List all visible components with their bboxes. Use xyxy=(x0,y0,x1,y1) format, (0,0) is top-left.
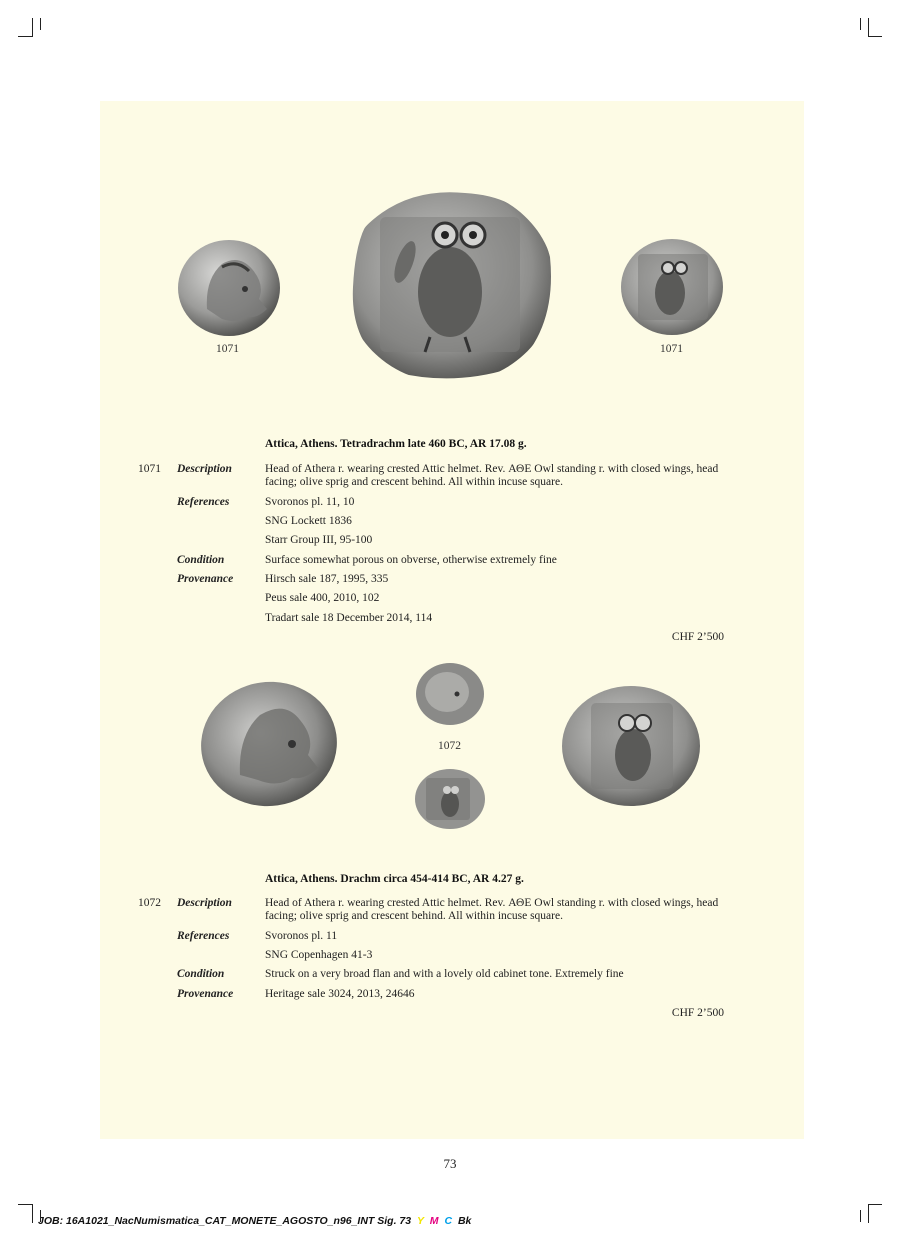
coin-obverse-athena-head-image xyxy=(177,239,281,337)
lot-title: Attica, Athens. Drachm circa 454-414 BC, AR 4.27 g. xyxy=(265,873,524,885)
coin-reverse-owl-large-image xyxy=(561,685,701,807)
provenance-label: Provenance xyxy=(177,573,234,585)
description-label: Description xyxy=(177,463,232,475)
reference-item: Svoronos pl. 11, 10 xyxy=(265,496,355,508)
lot-number: 1072 xyxy=(138,897,161,909)
image-caption: 1071 xyxy=(660,343,683,355)
coin-reverse-owl-small-image xyxy=(414,768,486,830)
lot-number: 1071 xyxy=(138,463,161,475)
condition-label: Condition xyxy=(177,554,225,566)
description-label: Description xyxy=(177,897,232,909)
print-job-slug xyxy=(38,1215,471,1227)
provenance-item: Peus sale 400, 2010, 102 xyxy=(265,592,380,604)
lot-price: CHF 2’500 xyxy=(671,631,724,643)
condition-label: Condition xyxy=(177,968,225,980)
plate-m: M xyxy=(429,1215,439,1227)
lot-title: Attica, Athens. Tetradrachm late 460 BC, AR 17.08 g. xyxy=(265,438,527,450)
reference-item: Svoronos pl. 11 xyxy=(265,930,338,942)
coin-obverse-small-image xyxy=(415,662,485,726)
description-text: Head of Athera r. wearing crested Attic helmet. Rev. ΑΘΕ Owl standing r. with closed wings, head facing; olive sprig and crescent behind. All within incuse square. xyxy=(265,897,719,922)
plate-y: Y xyxy=(417,1215,424,1227)
condition-text: Struck on a very broad flan and with a lovely old cabinet tone. Extremely fine xyxy=(265,968,624,980)
reference-item: SNG Copenhagen 41-3 xyxy=(265,949,373,961)
references-label: References xyxy=(177,930,230,942)
image-caption: 1071 xyxy=(216,343,239,355)
plate-c: C xyxy=(444,1215,453,1227)
reference-item: Starr Group III, 95-100 xyxy=(265,534,373,546)
provenance-item: Hirsch sale 187, 1995, 335 xyxy=(265,573,389,585)
page-number: 73 xyxy=(443,1156,457,1171)
coin-reverse-owl-small-image xyxy=(620,238,724,336)
provenance-item: Heritage sale 3024, 2013, 24646 xyxy=(265,988,415,1000)
provenance-label: Provenance xyxy=(177,988,234,1000)
coin-reverse-owl-large-image xyxy=(345,187,555,383)
lot-price: CHF 2’500 xyxy=(671,1007,724,1019)
description-text: Head of Athera r. wearing crested Attic helmet. Rev. ΑΘΕ Owl standing r. with closed wings, head facing; olive sprig and crescent behind. All within incuse square. xyxy=(265,463,719,488)
reference-item: SNG Lockett 1836 xyxy=(265,515,352,527)
provenance-item: Tradart sale 18 December 2014, 114 xyxy=(265,612,433,624)
job-slug-text: JOB: 16A1021_NacNumismatica_CAT_MONETE_AGOSTO_n96_INT Sig. 73 xyxy=(38,1215,412,1227)
references-label: References xyxy=(177,496,230,508)
coin-obverse-athena-head-image xyxy=(200,680,338,808)
plate-bk: Bk xyxy=(457,1215,472,1227)
condition-text: Surface somewhat porous on obverse, otherwise extremely fine xyxy=(265,554,557,566)
image-caption: 1072 xyxy=(438,740,461,752)
